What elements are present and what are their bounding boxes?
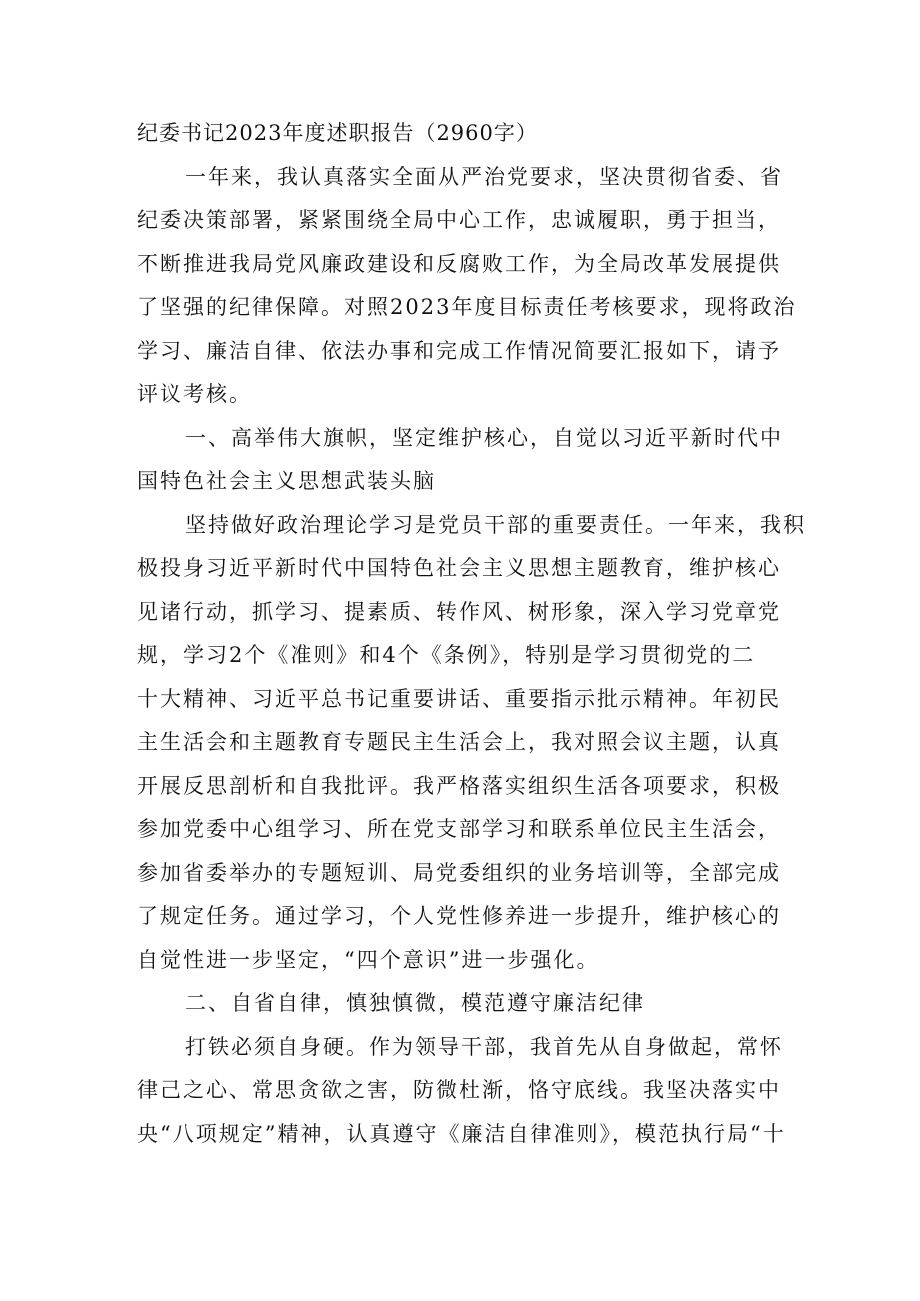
paragraph-section-1-line: 极投身习近平新时代中国特色社会主义思想主题教育，维护核心	[137, 556, 781, 580]
paragraph-intro-line: 一年来，我认真落实全面从严治党要求，坚决贯彻省委、省	[185, 164, 783, 189]
paragraph-section-1-line: 见诸行动，抓学习、提素质、转作风、树形象，深入学习党章党	[137, 599, 781, 624]
paragraph-section-1-line: 开展反思剖析和自我批评。我严格落实组织生活各项要求，积极	[137, 773, 781, 798]
paragraph-section-1-line: 了规定任务。通过学习，个人党性修养进一步提升，维护核心的	[137, 904, 781, 928]
paragraph-section-2-line: 打铁必须自身硬。作为领导干部，我首先从自身做起，常怀	[185, 1034, 783, 1059]
document-title: 纪委书记2023年度述职报告（2960字）	[137, 121, 538, 145]
paragraph-section-2-line: 律己之心、常思贪欲之害，防微杜渐，恪守底线。我坚决落实中	[137, 1078, 781, 1102]
paragraph-intro-line: 学习、廉洁自律、依法办事和完成工作情况简要汇报如下，请予	[137, 338, 781, 363]
paragraph-section-1-line: 自觉性进一步坚定，“四个意识”进一步强化。	[137, 947, 600, 972]
paragraph-section-1-line: 主生活会和主题教育专题民主生活会上，我对照会议主题，认真	[137, 730, 781, 754]
section-heading-2: 二、自省自律，慎独慎微，模范遵守廉洁纪律	[185, 991, 645, 1015]
paragraph-section-1-line: 参加党委中心组学习、所在党支部学习和联系单位民主生活会，	[137, 817, 781, 841]
paragraph-section-1-line: 十大精神、习近平总书记重要讲话、重要指示批示精神。年初民	[137, 686, 781, 711]
section-heading-1: 国特色社会主义思想武装头脑	[137, 469, 436, 493]
paragraph-intro-line: 纪委决策部署，紧紧围绕全局中心工作，忠诚履职，勇于担当，	[137, 208, 781, 232]
paragraph-section-1-line: 规，学习2个《准则》和4个《条例》，特别是学习贯彻党的二	[137, 643, 756, 667]
document-body	[137, 112, 806, 1156]
paragraph-intro-line: 不断推进我局党风廉政建设和反腐败工作，为全局改革发展提供	[137, 251, 781, 276]
paragraph-section-1-line: 坚持做好政治理论学习是党员干部的重要责任。一年来，我积	[185, 512, 806, 537]
paragraph-intro-line: 评议考核。	[137, 382, 252, 406]
paragraph-section-1-line: 参加省委举办的专题短训、局党委组织的业务培训等，全部完成	[137, 860, 781, 885]
section-heading-1: 一、高举伟大旗帜，坚定维护核心，自觉以习近平新时代中	[185, 425, 783, 450]
paragraph-section-2-line: 央“八项规定”精神，认真遵守《廉洁自律准则》，模范执行局“十	[137, 1121, 786, 1146]
paragraph-intro-line: 了坚强的纪律保障。对照2023年度目标责任考核要求，现将政治	[137, 295, 797, 319]
